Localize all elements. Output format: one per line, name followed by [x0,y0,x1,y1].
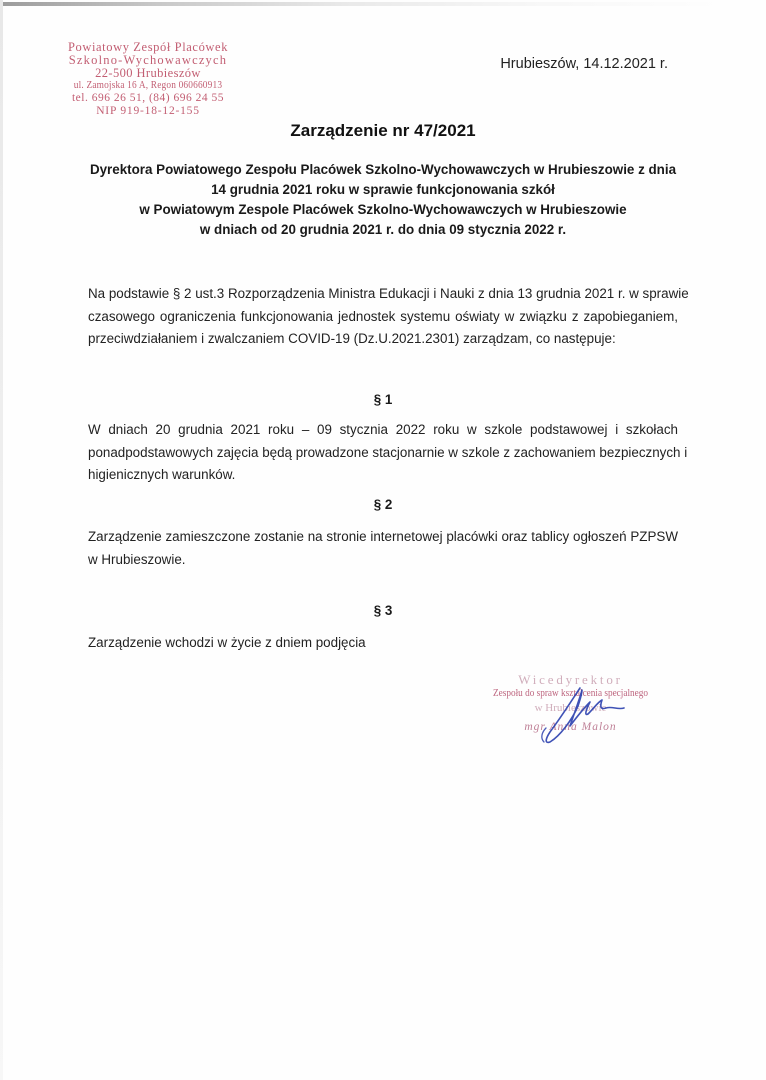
section-heading-1: § 1 [373,392,393,407]
stamp-line: NIP 919-18-12-155 [96,104,200,117]
subtitle-line: 14 grudnia 2021 roku w sprawie funkcjonowania szkół [211,182,555,197]
scan-edge-left [0,0,3,1080]
section-line: W dniach 20 grudnia 2021 roku – 09 stycznia 2022 roku w szkole podstawowej i szkołach [88,422,678,437]
stamp-line: 22-500 Hrubieszów [95,65,201,80]
section-line: Zarządzenie zamieszczone zostanie na stronie internetowej placówki oraz tablicy ogłoszeń PZPSW [88,529,678,544]
handwritten-signature-icon [520,680,640,750]
preamble-paragraph [88,283,689,351]
section-line: higienicznych warunków. [88,467,236,482]
subtitle-line: w Powiatowym Zespole Placówek Szkolno-Wychowawczych w Hrubieszowie [139,202,627,217]
scan-edge-top [0,2,766,6]
preamble-line: przeciwdziałaniem i zwalczaniem COVID-19 (Dz.U.2021.2301) zarządzam, co następuje: [88,331,616,346]
preamble-line: czasowego ograniczenia funkcjonowania jednostek systemu oświaty w związku z zapobieganiem, [88,308,678,324]
section-1-paragraph [88,419,688,487]
document-subtitle [70,160,696,240]
section-line: ponadpodstawowych zajęcia będą prowadzone stacjonarnie w szkole z zachowaniem bezpiecznych i [88,444,688,460]
document-title: Zarządzenie nr 47/2021 [290,121,476,140]
section-3-paragraph [88,632,678,655]
section-heading-3: § 3 [373,603,393,618]
subtitle-line: w dniach od 20 grudnia 2021 r. do dnia 09 stycznia 2022 r. [199,222,567,237]
signature-stamp-line: w Hrubieszowie [534,702,607,714]
subtitle-line: Dyrektora Powiatowego Zespołu Placówek Szkolno-Wychowawczych w Hrubieszowie z dnia [89,162,677,177]
signature-stamp-name: mgr Anna Malon [524,721,617,733]
section-2-paragraph [88,526,678,571]
institution-stamp [58,41,238,118]
preamble-line: Na podstawie § 2 ust.3 Rozporządzenia Ministra Edukacji i Nauki z dnia 13 grudnia 2021 r. w sprawie [88,286,689,301]
stamp-line: tel. 696 26 51, (84) 696 24 55 [71,92,225,105]
stamp-line: Powiatowy Zespół Placówek [67,40,229,54]
stamp-line: Szkolno-Wychowawczych [68,52,228,67]
signature-stamp-line: Zespołu do spraw kształcenia specjalnego [493,688,648,699]
section-line: w Hrubieszowie. [88,551,186,567]
section-heading-2: § 2 [373,497,393,512]
section-line: Zarządzenie wchodzi w życie z dniem podjęcia [88,635,366,650]
stamp-line: ul. Zamojska 16 A, Regon 060660913 [73,79,223,92]
signature-stamp-title: Wicedyrektor [518,672,623,687]
place-date: Hrubieszów, 14.12.2021 r. [500,56,668,72]
